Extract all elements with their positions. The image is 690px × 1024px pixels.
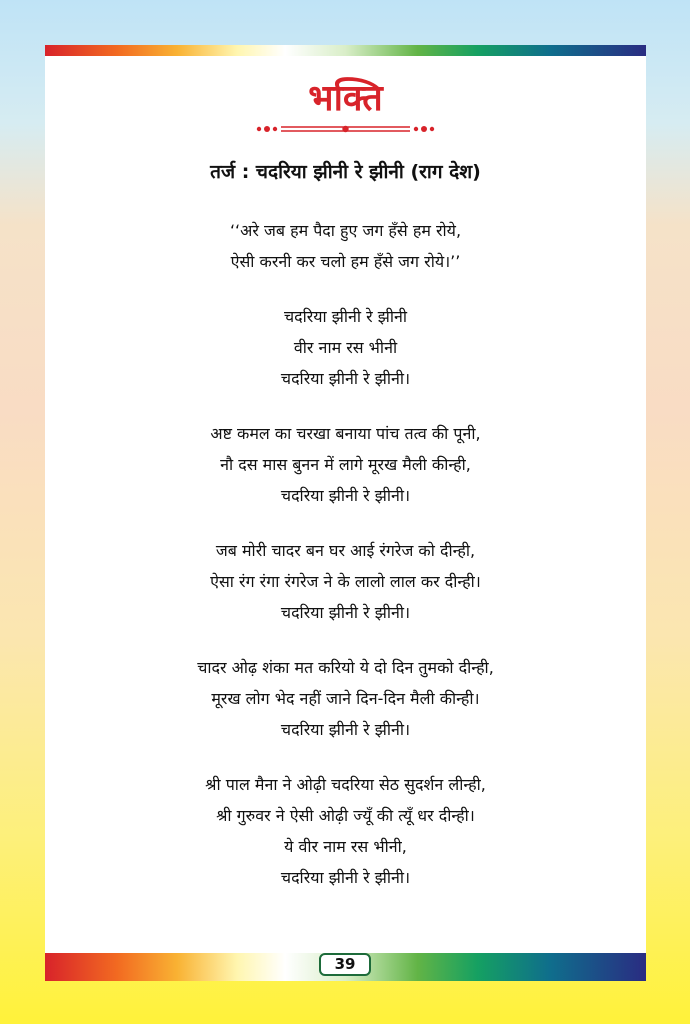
ornament-dot xyxy=(273,127,277,131)
poem-line: चदरिया झीनी रे झीनी। xyxy=(280,369,411,388)
poem xyxy=(45,215,646,917)
heading-ornament xyxy=(255,120,436,138)
song-tune-subtitle: तर्ज : चदरिया झीनी रे झीनी (राग देश) xyxy=(210,161,481,183)
poem-line: अष्ट कमल का चरखा बनाया पांच तत्व की पूनी, xyxy=(210,424,481,443)
poem-line: जब मोरी चादर बन घर आई रंगरेज को दीन्ही, xyxy=(215,541,476,560)
poem-line: चदरिया झीनी रे झीनी। xyxy=(280,720,411,739)
poem-line: वीर नाम रस भीनी xyxy=(293,338,398,357)
stanza xyxy=(45,418,646,511)
book-page xyxy=(45,45,646,981)
ornament-dot xyxy=(342,126,348,132)
ornament-dot xyxy=(257,127,261,131)
stanza xyxy=(45,652,646,745)
poem-line: ऐसी करनी कर चलो हम हँसे जग रोये।’’ xyxy=(230,252,461,271)
poem-line: नौ दस मास बुनन में लागे मूरख मैली कीन्ही, xyxy=(220,455,471,474)
stanza xyxy=(45,769,646,893)
poem-line: ‘‘अरे जब हम पैदा हुए जग हँसे हम रोये, xyxy=(229,221,462,240)
poem-line: ये वीर नाम रस भीनी, xyxy=(284,837,407,856)
poem-line: मूरख लोग भेद नहीं जाने दिन-दिन मैली कीन्ही। xyxy=(211,689,480,708)
ornament-dot xyxy=(421,126,427,132)
poem-line: चादर ओढ़ शंका मत करियो ये दो दिन तुमको दीन्ही, xyxy=(197,658,494,677)
ornament-dot xyxy=(264,126,270,132)
poem-line: चदरिया झीनी रे झीनी। xyxy=(280,486,411,505)
top-color-band xyxy=(45,45,646,56)
page-title: भक्ति xyxy=(308,78,383,119)
poem-line: चदरिया झीनी रे झीनी xyxy=(283,307,408,326)
stanza xyxy=(45,215,646,277)
poem-line: श्री गुरुवर ने ऐसी ओढ़ी ज्यूँ की त्यूँ धर दीन्ही। xyxy=(216,806,475,825)
poem-line: चदरिया झीनी रे झीनी। xyxy=(280,868,411,887)
ornament-dot xyxy=(414,127,418,131)
heading-container xyxy=(45,77,646,121)
stanza xyxy=(45,535,646,628)
poem-line: चदरिया झीनी रे झीनी। xyxy=(280,603,411,622)
page-number: 39 xyxy=(319,953,371,976)
poem-line: ऐसा रंग रंगा रंगरेज ने के लालो लाल कर दीन्ही। xyxy=(210,572,481,591)
stanza xyxy=(45,301,646,394)
poem-line: श्री पाल मैना ने ओढ़ी चदरिया सेठ सुदर्शन लीन्ही, xyxy=(205,775,486,794)
ornament-dot xyxy=(430,127,434,131)
